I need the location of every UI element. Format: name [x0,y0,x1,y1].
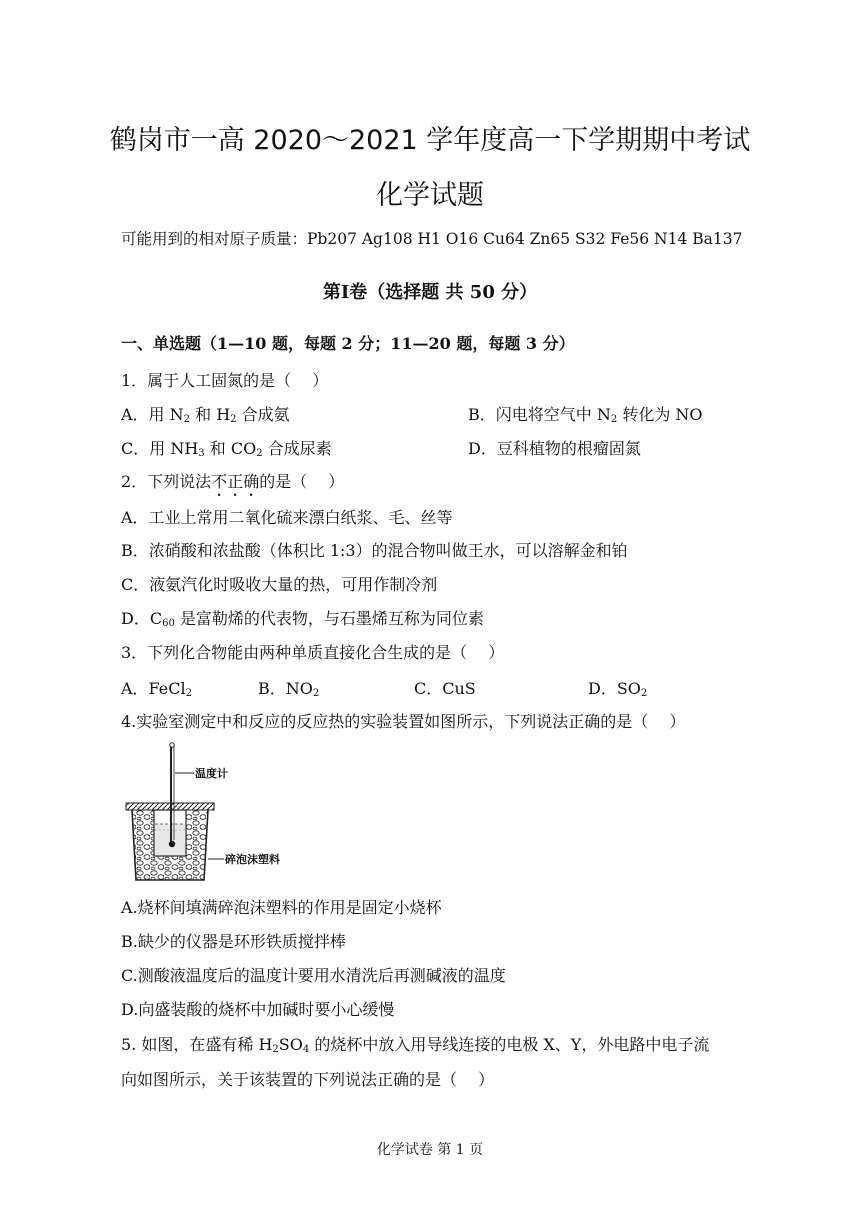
emphasis-not-correct: 不正确 [211,472,260,491]
page-footer: 化学试卷 第 1 页 [376,1142,484,1158]
q1-option-c: C．用 $NH_3$ 和 $CO_2$ 合成尿素 [121,439,332,459]
q3-option-b: B．$NO_2$ [258,679,320,699]
part-title: 一、单选题（1—10 题，每题 2 分；11—20 题，每题 3 分） [121,334,575,353]
calorimeter-figure [122,740,322,890]
q1-option-d: D．豆科植物的根瘤固氮 [468,439,641,458]
q3-option-c: C．CuS [414,679,476,698]
q4-option-d: D.向盛装酸的烧杯中加碱时要小心缓慢 [121,1000,395,1019]
label-thermometer: 温度计 [195,767,228,780]
q1-option-a: A．用 $N_2$ 和 $H_2$ 合成氨 [121,405,290,425]
q1-stem: 1．属于人工固氮的是（ ） [121,371,329,390]
q2-option-d: D．$C_{60}$ 是富勒烯的代表物，与石墨烯互称为同位素 [121,609,484,629]
q4-stem: 4.实验室测定中和反应的反应热的实验装置如图所示，下列说法正确的是（ ） [121,712,686,731]
q2-option-b: B．浓硝酸和浓盐酸（体积比 1:3）的混合物叫做王水，可以溶解金和铂 [121,541,628,560]
thermometer-bulb [169,841,175,847]
q2-option-a: A．工业上常用二氧化硫来漂白纸浆、毛、丝等 [121,508,453,527]
subject-title: 化学试题 [376,180,484,211]
label-foam: 碎泡沫塑料 [225,853,280,866]
q5-stem-line2: 向如图所示，关于该装置的下列说法正确的是（ ） [121,1070,495,1089]
exam-title: 鹤岗市一高 2020～2021 学年度高一下学期期中考试 [109,125,751,156]
q2-stem: 2．下列说法不正确的是（ ） [121,472,345,491]
volume-title: 第Ⅰ卷（选择题 共 50 分） [322,282,538,303]
q2-option-c: C．液氨汽化时吸收大量的热，可用作制冷剂 [121,575,438,594]
q5-stem-line1: 5. 如图，在盛有稀 $H_2SO_4$ 的烧杯中放入用导线连接的电极 X、Y，外电路中电子流 [121,1035,710,1055]
atomic-masses-note: 可能用到的相对原子质量：Pb207 Ag108 H1 O16 Cu64 Zn65 S32 Fe56 N14 Ba137 [121,230,743,248]
q4-option-b: B.缺少的仪器是环形铁质搅拌棒 [121,932,346,951]
q1-option-b: B．闪电将空气中 $N_2$ 转化为 NO [468,405,703,425]
q4-option-c: C.测酸液温度后的温度计要用水清洗后再测碱液的温度 [121,966,506,985]
q4-option-a: A.烧杯间填满碎泡沫塑料的作用是固定小烧杯 [121,898,442,917]
q3-stem: 3．下列化合物能由两种单质直接化合生成的是（ ） [121,643,505,662]
q3-option-d: D．$SO_2$ [588,679,648,699]
q3-option-a: A．FeCl$_2$ [121,679,192,699]
